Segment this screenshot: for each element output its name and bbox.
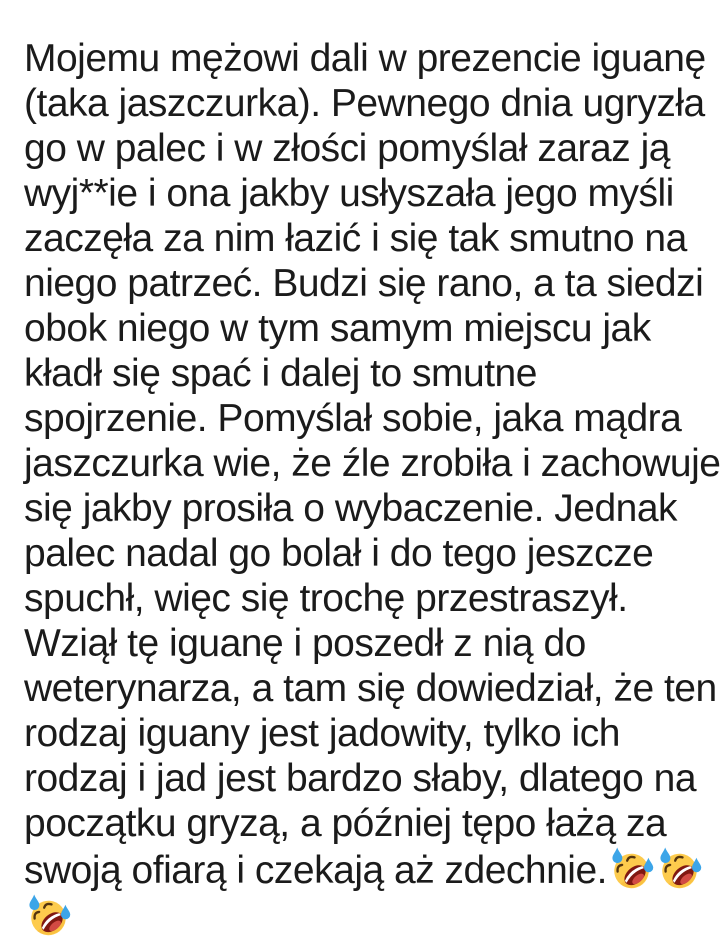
post-line (24, 306, 720, 351)
post-line (24, 621, 720, 666)
post-line-text: Wziął tę iguanę i poszedł z nią do (24, 622, 586, 665)
post-line (24, 126, 720, 171)
post-line (24, 576, 720, 621)
post-line (24, 171, 720, 216)
post-line-text: jaszczurka wie, że źle zrobiła i zachowuje (24, 442, 720, 485)
post-line-text: go w palec i w złości pomyślał zaraz ją (24, 127, 670, 170)
post-line-text: (taka jaszczurka). Pewnego dnia ugryzła (24, 82, 705, 125)
post-line-text: palec nadal go bolał i do tego jeszcze (24, 532, 654, 575)
post-line (24, 441, 720, 486)
post-line-text: się jakby prosiła o wybaczenie. Jednak (24, 487, 678, 530)
post-line-text: rodzaj iguany jest jadowity, tylko ich (24, 712, 620, 755)
post-line (24, 351, 720, 396)
post-line (24, 531, 720, 576)
post-line-text: niego patrzeć. Budzi się rano, a ta siedzi (24, 262, 704, 305)
post-line (24, 711, 720, 756)
rofl-emoji-icon (656, 846, 703, 893)
post-line (24, 216, 720, 261)
post-line (24, 801, 720, 846)
rofl-emoji-icon (25, 893, 72, 940)
post-line-text: rodzaj i jad jest bardzo słaby, dlatego na (24, 757, 697, 800)
post-line (24, 666, 720, 711)
post-line (24, 893, 720, 940)
post-line (24, 486, 720, 531)
post-line (24, 756, 720, 801)
post-line-text: zaczęła za nim łazić i się tak smutno na (24, 217, 687, 260)
post-line-text: kładł się spać i dalej to smutne (24, 352, 537, 395)
post-line (24, 396, 720, 441)
post-line-text: spuchł, więc się trochę przestraszył. (24, 577, 628, 620)
post-line-text: spojrzenie. Pomyślał sobie, jaka mądra (24, 397, 682, 440)
post-line-text: wyj**ie i ona jakby usłyszała jego myśli (24, 172, 674, 215)
post-line-text: swoją ofiarą i czekają aż zdechnie. (24, 849, 607, 892)
post-line-text: Mojemu mężowi dali w prezencie iguanę (24, 37, 706, 80)
post-line (24, 261, 720, 306)
post-line-text: początku gryzą, a później tępo łażą za (24, 802, 667, 845)
post-line-text: weterynarza, a tam się dowiedział, że ten (24, 667, 717, 710)
post-line (24, 846, 720, 891)
post-line-text: obok niego w tym samym miejscu jak (24, 307, 651, 350)
rofl-emoji-icon (608, 846, 655, 893)
post-line (24, 81, 720, 126)
post-line (24, 36, 720, 81)
